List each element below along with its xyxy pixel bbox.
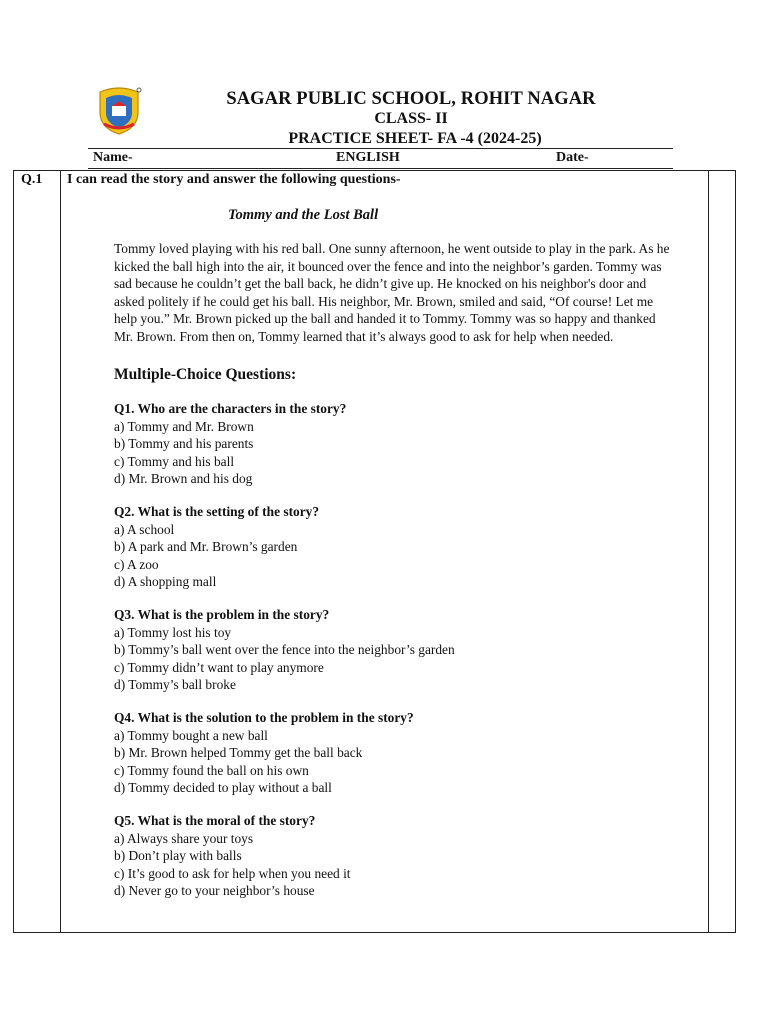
subject-label: ENGLISH	[336, 150, 400, 165]
table-column-divider-left	[60, 170, 61, 933]
option-d: d) Tommy’s ball broke	[114, 677, 236, 693]
header-divider-bottom	[88, 168, 673, 169]
option-b: b) A park and Mr. Brown’s garden	[114, 539, 298, 555]
question-text: Q1. Who are the characters in the story?	[114, 401, 347, 416]
option-a: a) Tommy and Mr. Brown	[114, 418, 254, 434]
practice-sheet-title: PRACTICE SHEET- FA -4 (2024-25)	[288, 130, 542, 147]
option-b: b) Tommy and his parents	[114, 436, 254, 452]
mcq-question-1	[114, 400, 346, 488]
story-line: help you.” Mr. Brown picked up the ball and handed it to Tommy. Tommy was so happy and thanked	[114, 311, 656, 327]
question-instruction: I can read the story and answer the following questions-	[67, 172, 401, 187]
class-label: CLASS- II	[374, 110, 448, 127]
story-line: asked politely if he could get his ball. His neighbor, Mr. Brown, smiled and said, “Of course! Let me	[114, 293, 654, 309]
name-label: Name-	[93, 150, 133, 165]
question-text: Q5. What is the moral of the story?	[114, 813, 316, 828]
option-d: d) Tommy decided to play without a ball	[114, 780, 332, 796]
option-b: b) Don’t play with balls	[114, 848, 242, 864]
option-c: c) It’s good to ask for help when you need it	[114, 865, 351, 881]
option-b: b) Mr. Brown helped Tommy get the ball back	[114, 745, 363, 761]
mcq-question-2	[114, 503, 319, 591]
mcq-question-4	[114, 709, 414, 797]
mcq-heading: Multiple-Choice Questions:	[114, 366, 297, 383]
story-passage	[114, 240, 706, 346]
date-label: Date-	[556, 150, 589, 165]
story-line: kicked the ball high into the air, it bounced over the fence and into the neighbor’s garden. Tommy was	[114, 258, 662, 274]
option-a: a) Tommy bought a new ball	[114, 727, 268, 743]
story-line: Mr. Brown. From then on, Tommy learned that it’s always good to ask for help when needed.	[114, 328, 614, 344]
question-text: Q4. What is the solution to the problem in the story?	[114, 710, 414, 725]
mcq-question-3	[114, 606, 455, 694]
option-a: a) A school	[114, 521, 175, 537]
option-d: d) Never go to your neighbor’s house	[114, 883, 315, 899]
option-b: b) Tommy’s ball went over the fence into the neighbor’s garden	[114, 642, 455, 658]
question-text: Q3. What is the problem in the story?	[114, 607, 330, 622]
option-c: c) Tommy found the ball on his own	[114, 762, 309, 778]
question-number: Q.1	[21, 172, 43, 187]
option-c: c) A zoo	[114, 556, 159, 572]
header-divider-top	[88, 148, 673, 149]
option-c: c) Tommy didn’t want to play anymore	[114, 659, 324, 675]
option-a: a) Always share your toys	[114, 830, 254, 846]
story-line: sad because he couldn’t get the ball back, he didn’t give up. He knocked on his neighbor's door and	[114, 276, 647, 292]
option-d: d) A shopping mall	[114, 574, 217, 590]
story-line: Tommy loved playing with his red ball. One sunny afternoon, he went outside to play in the park. As he	[114, 241, 670, 256]
table-column-divider-right	[708, 170, 709, 933]
option-c: c) Tommy and his ball	[114, 453, 235, 469]
mcq-question-5	[114, 812, 351, 900]
school-name: SAGAR PUBLIC SCHOOL, ROHIT NAGAR	[226, 89, 596, 109]
option-a: a) Tommy lost his toy	[114, 624, 232, 640]
option-d: d) Mr. Brown and his dog	[114, 471, 253, 487]
question-text: Q2. What is the setting of the story?	[114, 504, 320, 519]
story-title: Tommy and the Lost Ball	[228, 207, 379, 223]
